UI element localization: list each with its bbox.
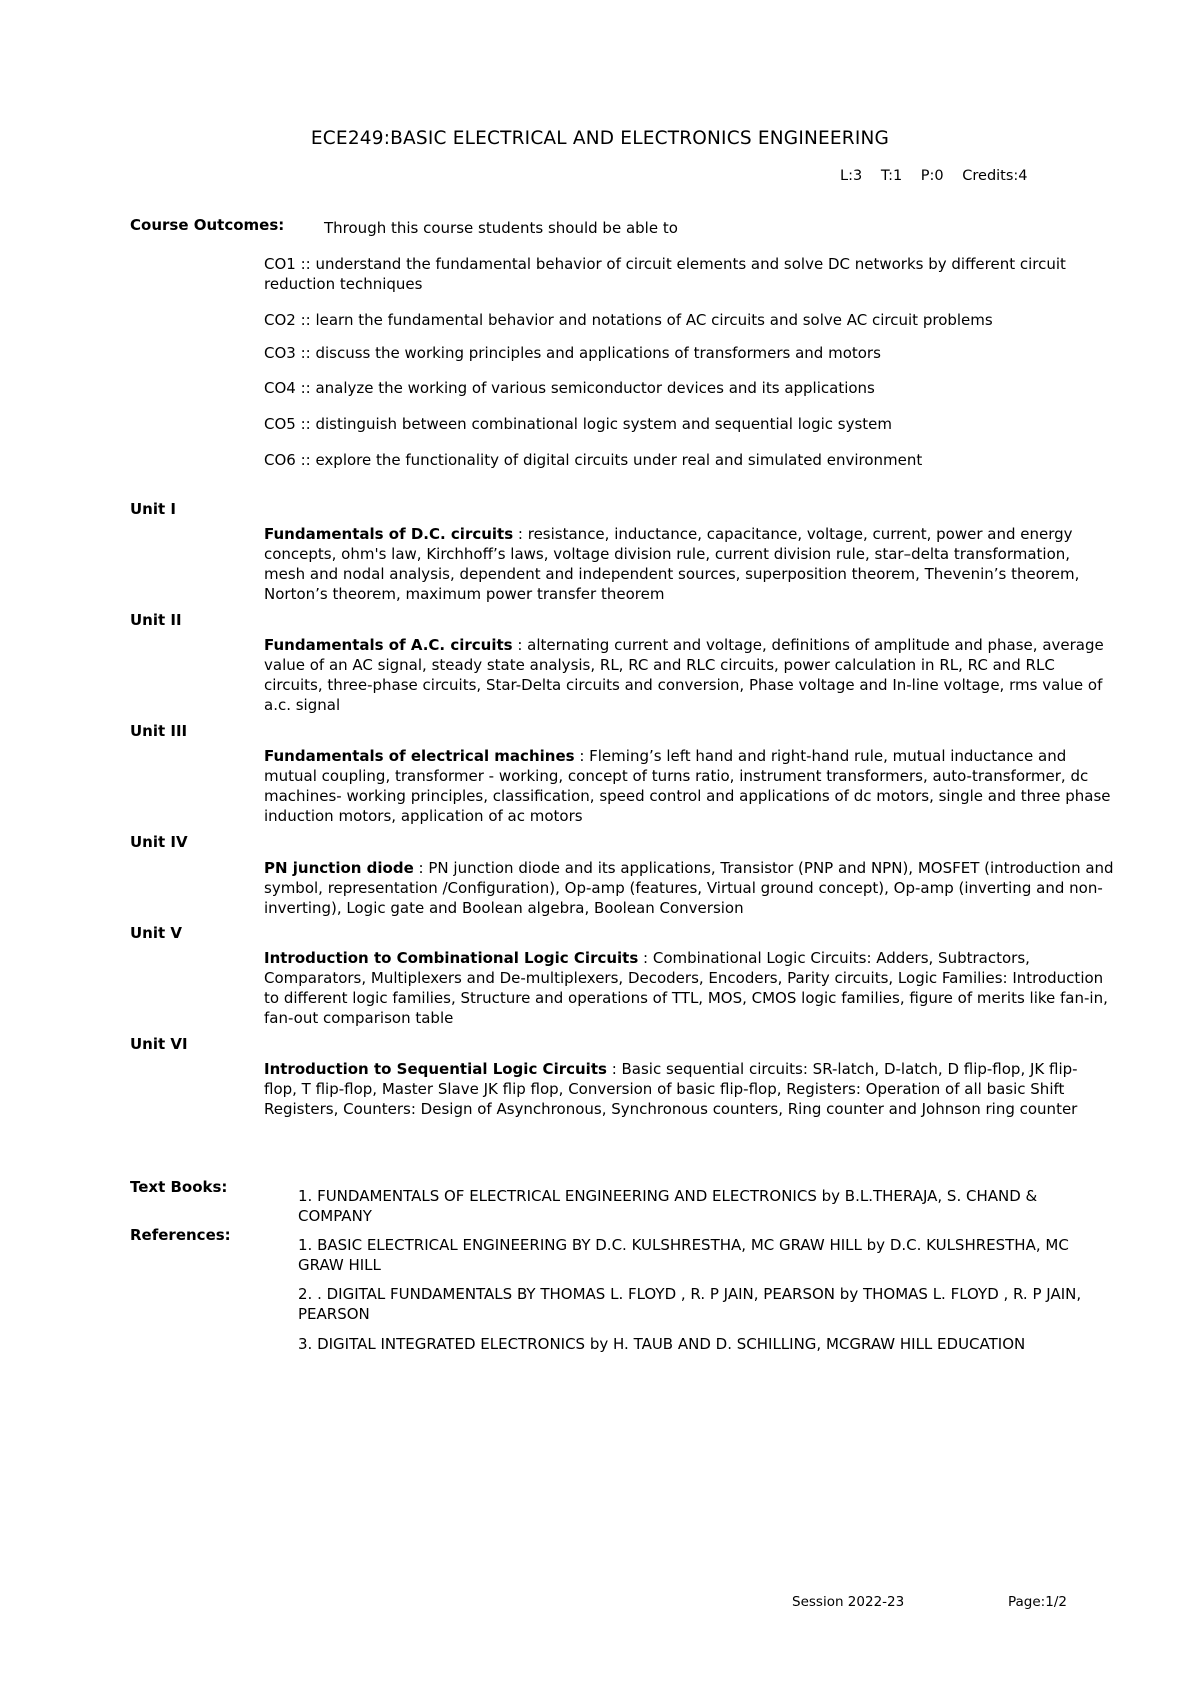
unit-2-text: : alternating current and voltage, definitions of amplitude and phase, average value of an AC signal, steady state analysis, RL, RC and RLC circuits, power calculation in RL, RC and RLC circuits, three-phase circuits, Star-Delta circuits and conversion, Phase voltage and In-line voltage, rms value of a.c. signal (264, 636, 1104, 714)
unit-1-label: Unit I (130, 500, 176, 518)
unit-2-heading: Fundamentals of A.C. circuits (264, 636, 513, 654)
course-outcome-6: CO6 :: explore the functionality of digital circuits under real and simulated environment (264, 451, 923, 469)
unit-3-content (264, 746, 1114, 826)
text-book-1: 1. FUNDAMENTALS OF ELECTRICAL ENGINEERING AND ELECTRONICS by B.L.THERAJA, S. CHAND & COMPANY (298, 1187, 1038, 1225)
credits: Credits:4 (962, 168, 1028, 184)
unit-6-content (264, 1059, 1114, 1119)
practical-hours: P:0 (920, 168, 944, 184)
unit-3-heading: Fundamentals of electrical machines (264, 747, 575, 765)
unit-4-heading: PN junction diode (264, 859, 414, 877)
ltp-credits (840, 168, 1042, 184)
course-outcome-5: CO5 :: distinguish between combinational logic system and sequential logic system (264, 415, 893, 433)
page-title: ECE249:BASIC ELECTRICAL AND ELECTRONICS ENGINEERING (310, 128, 890, 149)
text-books-label: Text Books: (130, 1178, 228, 1196)
unit-3-text: : Fleming’s left hand and right-hand rule, mutual inductance and mutual coupling, transformer - working, concept of turns ratio, instrument transformers, auto-transformer, dc machines- working principles, classification, speed control and applications of dc motors, single and three phase induction motors, application of ac motors (264, 747, 1111, 825)
course-outcome-3: CO3 :: discuss the working principles and applications of transformers and motors (264, 344, 881, 362)
unit-5-label: Unit V (130, 924, 183, 942)
unit-5-heading: Introduction to Combinational Logic Circuits (264, 949, 639, 967)
references-label: References: (130, 1226, 231, 1244)
unit-3-label: Unit III (130, 722, 188, 740)
unit-1-text: : resistance, inductance, capacitance, voltage, current, power and energy concepts, ohm's law, Kirchhoff’s laws, voltage division rule, current division rule, star–delta transformation, mesh and nodal analysis, dependent and independent sources, superposition theorem, Thevenin’s theorem, Norton’s theorem, maximum power transfer theorem (264, 525, 1080, 603)
unit-6-text: : Basic sequential circuits: SR-latch, D-latch, D flip-flop, JK flip- flop, T flip-flop, Master Slave JK flip flop, Conversion of basic flip-flop, Registers: Operation of all basic Shift Registers, Counters: Design of Asynchronous, Synchronous counters, Ring counter and Johnson ring counter (264, 1060, 1078, 1118)
unit-5-content (264, 948, 1114, 1028)
unit-1-heading: Fundamentals of D.C. circuits (264, 525, 514, 543)
reference-3: 3. DIGITAL INTEGRATED ELECTRONICS by H. TAUB AND D. SCHILLING, MCGRAW HILL EDUCATION (298, 1335, 1026, 1353)
lecture-hours: L:3 (840, 168, 863, 184)
unit-2-content (264, 635, 1114, 715)
course-outcomes-label: Course Outcomes: (130, 216, 285, 234)
reference-1: 1. BASIC ELECTRICAL ENGINEERING BY D.C. KULSHRESTHA, MC GRAW HILL by D.C. KULSHRESTHA, MC GRAW HILL (298, 1236, 1069, 1274)
session-label: Session 2022-23 (792, 1594, 905, 1610)
reference-2: 2. . DIGITAL FUNDAMENTALS BY THOMAS L. FLOYD , R. P JAIN, PEARSON by THOMAS L. FLOYD , R. P JAIN, PEARSON (298, 1285, 1082, 1323)
course-outcome-4: CO4 :: analyze the working of various semiconductor devices and its applications (264, 379, 875, 397)
unit-4-label: Unit IV (130, 833, 188, 851)
unit-5-text: : Combinational Logic Circuits: Adders, Subtractors, Comparators, Multiplexers and De-multiplexers, Decoders, Encoders, Parity circuits, Logic Families: Introduction to different logic families, Structure and operations of TTL, MOS, CMOS logic families, figure of merits like fan-in, fan-out comparison table (264, 949, 1108, 1027)
tutorial-hours: T:1 (880, 168, 903, 184)
course-outcome-2: CO2 :: learn the fundamental behavior and notations of AC circuits and solve AC circuit problems (264, 311, 993, 329)
unit-4-text: : PN junction diode and its applications, Transistor (PNP and NPN), MOSFET (introduction and symbol, representation /Configuration), Op-amp (features, Virtual ground concept), Op-amp (inverting and non-inverting), Logic gate and Boolean algebra, Boolean Conversion (264, 859, 1114, 917)
unit-6-label: Unit VI (130, 1035, 188, 1053)
unit-6-heading: Introduction to Sequential Logic Circuits (264, 1060, 607, 1078)
page-number: Page:1/2 (1008, 1594, 1067, 1610)
unit-1-content (264, 524, 1114, 604)
course-outcomes-intro: Through this course students should be able to (324, 219, 678, 237)
unit-2-label: Unit II (130, 611, 182, 629)
unit-4-content (264, 858, 1114, 918)
course-outcome-1: CO1 :: understand the fundamental behavior of circuit elements and solve DC networks by different circuit reduction techniques (264, 255, 1066, 293)
